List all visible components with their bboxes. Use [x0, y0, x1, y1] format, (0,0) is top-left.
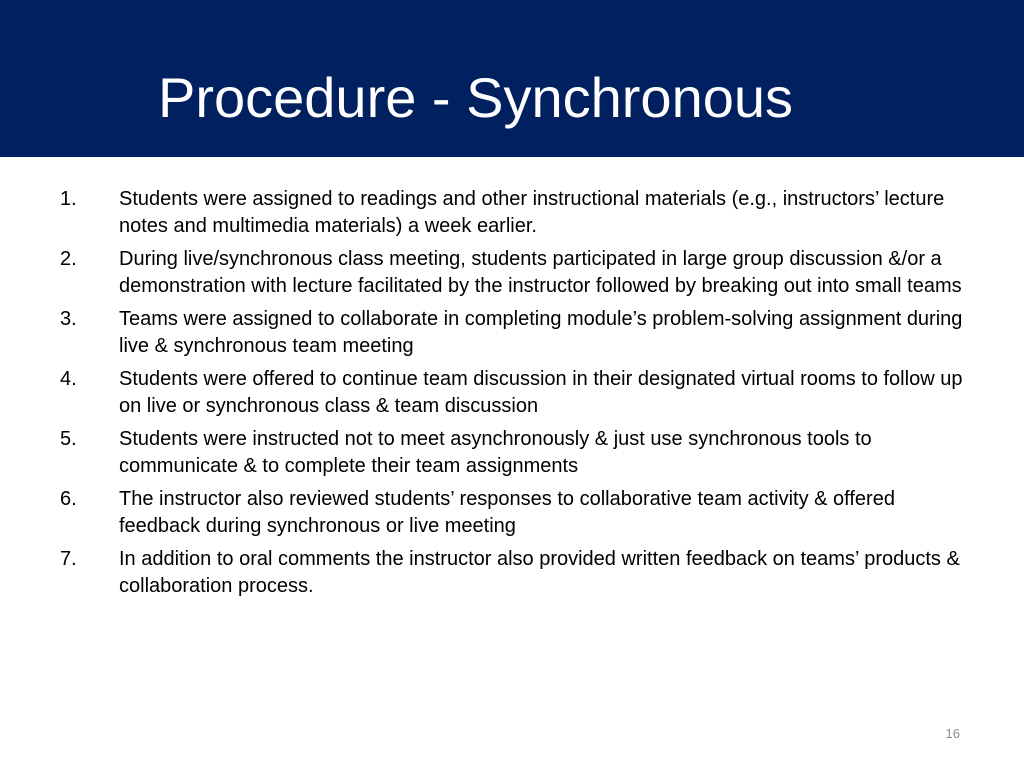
step-number: 6.: [60, 488, 77, 510]
procedure-step: [0, 306, 1024, 360]
step-number: 5.: [60, 428, 77, 450]
step-text: Students were instructed not to meet asynchronously & just use synchronous tools to communicate & to complete their team assignments: [119, 428, 872, 477]
step-number: 2.: [60, 248, 77, 270]
step-text: Teams were assigned to collaborate in completing module’s problem-solving assignment during live & synchronous team meeting: [119, 308, 963, 357]
step-text: Students were assigned to readings and other instructional materials (e.g., instructors’ lecture notes and multimedia materials) a week earlier.: [119, 188, 945, 237]
slide-title: Procedure - Synchronous: [158, 66, 794, 129]
step-number: 1.: [60, 188, 77, 210]
procedure-step: [0, 246, 1024, 300]
step-number: 4.: [60, 368, 77, 390]
procedure-step: [0, 426, 1024, 480]
step-text: During live/synchronous class meeting, students participated in large group discussion &/or a demonstration with lecture facilitated by the instructor followed by breaking out into small teams: [119, 248, 962, 297]
step-number: 7.: [60, 548, 77, 570]
procedure-list: [0, 186, 1024, 606]
page-number: 16: [945, 726, 960, 741]
title-bar: [0, 0, 1024, 157]
step-number: 3.: [60, 308, 77, 330]
step-text: The instructor also reviewed students’ responses to collaborative team activity & offered feedback during synchronous or live meeting: [119, 488, 895, 537]
procedure-step: [0, 186, 1024, 240]
step-text: Students were offered to continue team discussion in their designated virtual rooms to follow up on live or synchronous class & team discussion: [119, 368, 963, 417]
procedure-step: [0, 486, 1024, 540]
step-text: In addition to oral comments the instructor also provided written feedback on teams’ products & collaboration process.: [119, 548, 960, 597]
procedure-step: [0, 366, 1024, 420]
procedure-step: [0, 546, 1024, 600]
